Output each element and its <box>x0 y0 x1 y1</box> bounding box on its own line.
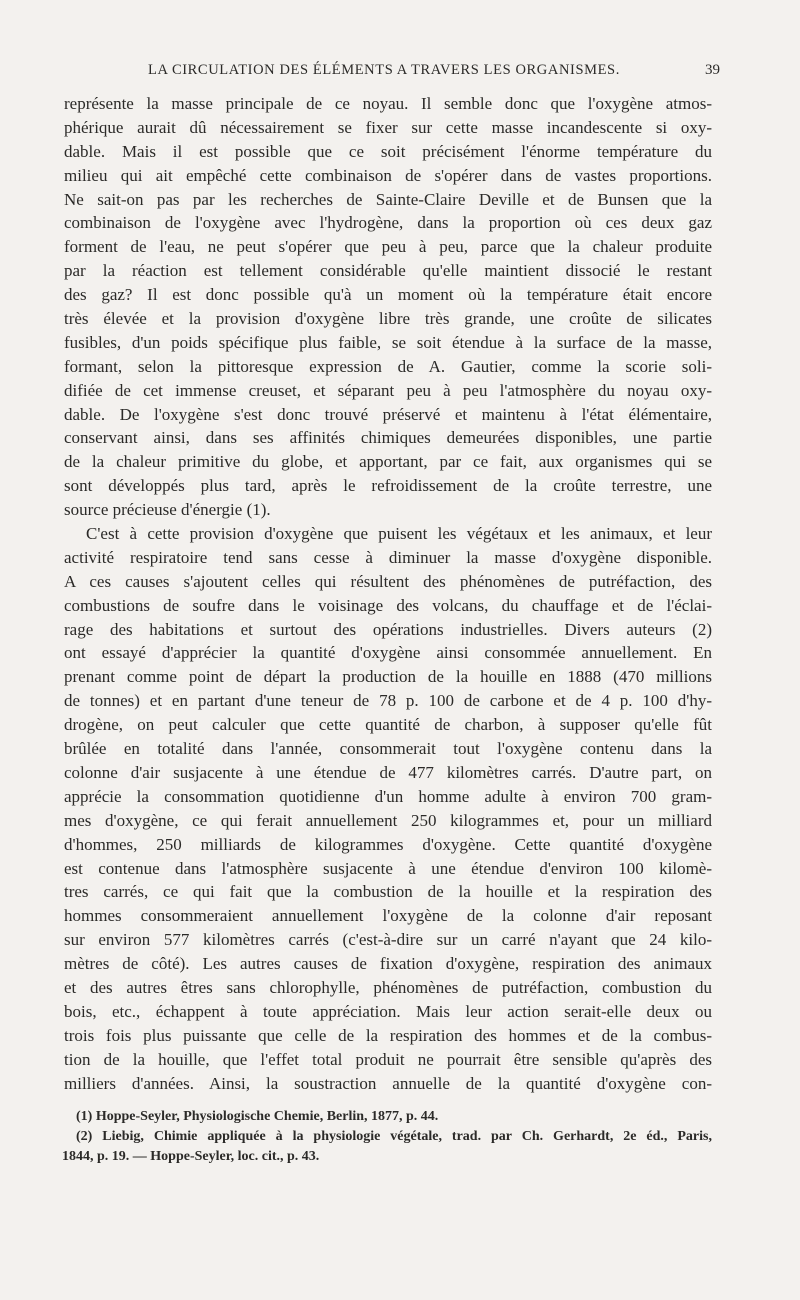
running-title: LA CIRCULATION DES ÉLÉMENTS A TRAVERS LES ORGANISMES. <box>148 62 620 78</box>
text-line: combinaison de l'oxygène avec l'hydrogène, dans la proportion où ces deux gaz <box>64 213 712 233</box>
text-line: dable. De l'oxygène s'est donc trouvé préservé et maintenu à l'état élémentaire, <box>64 404 712 424</box>
text-line: et des autres êtres sans chlorophylle, phénomènes de putréfaction, combustion du <box>64 977 712 997</box>
page-number: 39 <box>705 62 720 78</box>
text-line: A ces causes s'ajoutent celles qui résultent des phénomènes de putréfaction, des <box>64 571 712 591</box>
text-line: est contenue dans l'atmosphère susjacente à une étendue d'environ 100 kilomè- <box>64 858 712 878</box>
text-line: Ne sait-on pas par les recherches de Sainte-Claire Deville et de Bunsen que la <box>64 189 712 209</box>
body-text <box>64 92 712 1095</box>
text-line: par la réaction est tellement considérable qu'elle maintient dissocié le restant <box>64 261 712 281</box>
text-line: hommes consommeraient annuellement l'oxygène de la colonne d'air reposant <box>64 906 712 926</box>
text-line: apprécie la consommation quotidienne d'un homme adulte à environ 700 gram- <box>64 786 712 806</box>
text-line: rage des habitations et surtout des opérations industrielles. Divers auteurs (2) <box>64 619 712 639</box>
text-line: formant, selon la pittoresque expression de A. Gautier, comme la scorie soli- <box>64 356 712 376</box>
text-line: tion de la houille, que l'effet total produit ne pourrait être sensible qu'après des <box>64 1049 712 1069</box>
text-line: brûlée en totalité dans l'année, consommerait tout l'oxygène contenu dans la <box>64 739 712 759</box>
text-line: source précieuse d'énergie (1). <box>64 500 271 520</box>
text-line: mètres de côté). Les autres causes de fixation d'oxygène, respiration des animaux <box>64 954 712 974</box>
footnote-line: (2) Liebig, Chimie appliquée à la physiologie végétale, trad. par Ch. Gerhardt, 2e éd., Paris, <box>76 1129 712 1144</box>
text-line: activité respiratoire tend sans cesse à diminuer la masse d'oxygène disponible. <box>64 547 712 567</box>
text-line: ont essayé d'apprécier la quantité d'oxygène ainsi consommée annuellement. En <box>64 643 712 663</box>
text-line: trois fois plus puissante que celle de la respiration des hommes et de la combus- <box>64 1025 712 1045</box>
text-line: milieu qui ait empêché cette combinaison de s'opérer dans de vastes proportions. <box>64 165 712 185</box>
text-line: drogène, on peut calculer que cette quantité de charbon, à supposer qu'elle fût <box>64 715 712 735</box>
text-line: très élevée et la provision d'oxygène libre très grande, une croûte de silicates <box>64 309 712 329</box>
text-line: conservant ainsi, dans ses affinités chimiques demeurées disponibles, une partie <box>64 428 712 448</box>
text-line: de la chaleur primitive du globe, et apportant, par ce fait, aux organismes qui se <box>64 452 712 472</box>
text-line: fusibles, d'un poids spécifique plus faible, se soit étendue à la surface de la masse, <box>64 332 712 352</box>
text-line: dable. Mais il est possible que ce soit précisément l'énorme température du <box>64 141 712 161</box>
text-line: bois, etc., échappent à toute appréciation. Mais leur action serait-elle deux ou <box>64 1001 712 1021</box>
text-line: tres carrés, ce qui fait que la combustion de la houille et la respiration des <box>64 882 712 902</box>
text-line: sur environ 577 kilomètres carrés (c'est-à-dire sur un carré n'ayant que 24 kilo- <box>64 930 712 950</box>
running-head <box>68 62 720 84</box>
text-line: mes d'oxygène, ce qui ferait annuellement 250 kilogrammes et, pour un milliard <box>64 810 712 830</box>
footnotes <box>62 1107 712 1167</box>
text-line: représente la masse principale de ce noyau. Il semble donc que l'oxygène atmos- <box>64 94 712 113</box>
text-line: sont développés plus tard, après le refroidissement de la croûte terrestre, une <box>64 476 712 496</box>
text-line: d'hommes, 250 milliards de kilogrammes d'oxygène. Cette quantité d'oxygène <box>64 834 712 854</box>
text-line: milliers d'années. Ainsi, la soustraction annuelle de la quantité d'oxygène con- <box>64 1073 712 1093</box>
footnote-line: (1) Hoppe-Seyler, Physiologische Chemie, Berlin, 1877, p. 44. <box>76 1109 439 1124</box>
text-line: C'est à cette provision d'oxygène que puisent les végétaux et les animaux, et leur <box>86 524 712 544</box>
text-line: de tonnes) et en partant d'une teneur de 78 p. 100 de carbone et de 4 p. 100 d'hy- <box>64 691 712 711</box>
text-line: combustions de soufre dans le voisinage des volcans, du chauffage et de l'éclai- <box>64 595 712 615</box>
text-line: prenant comme point de départ la production de la houille en 1888 (470 millions <box>64 667 712 687</box>
text-line: forment de l'eau, ne peut s'opérer que peu à peu, parce que la chaleur produite <box>64 237 712 257</box>
footnote-line: 1844, p. 19. — Hoppe-Seyler, loc. cit., p. 43. <box>62 1149 320 1164</box>
text-line: colonne d'air susjacente à une étendue de 477 kilomètres carrés. D'autre part, on <box>64 762 712 782</box>
text-line: des gaz? Il est donc possible qu'à un moment où la température était encore <box>64 285 712 305</box>
text-line: phérique aurait dû nécessairement se fixer sur cette masse incandescente si oxy- <box>64 117 712 137</box>
text-line: difiée de cet immense creuset, et séparant peu à peu l'atmosphère du noyau oxy- <box>64 380 712 400</box>
